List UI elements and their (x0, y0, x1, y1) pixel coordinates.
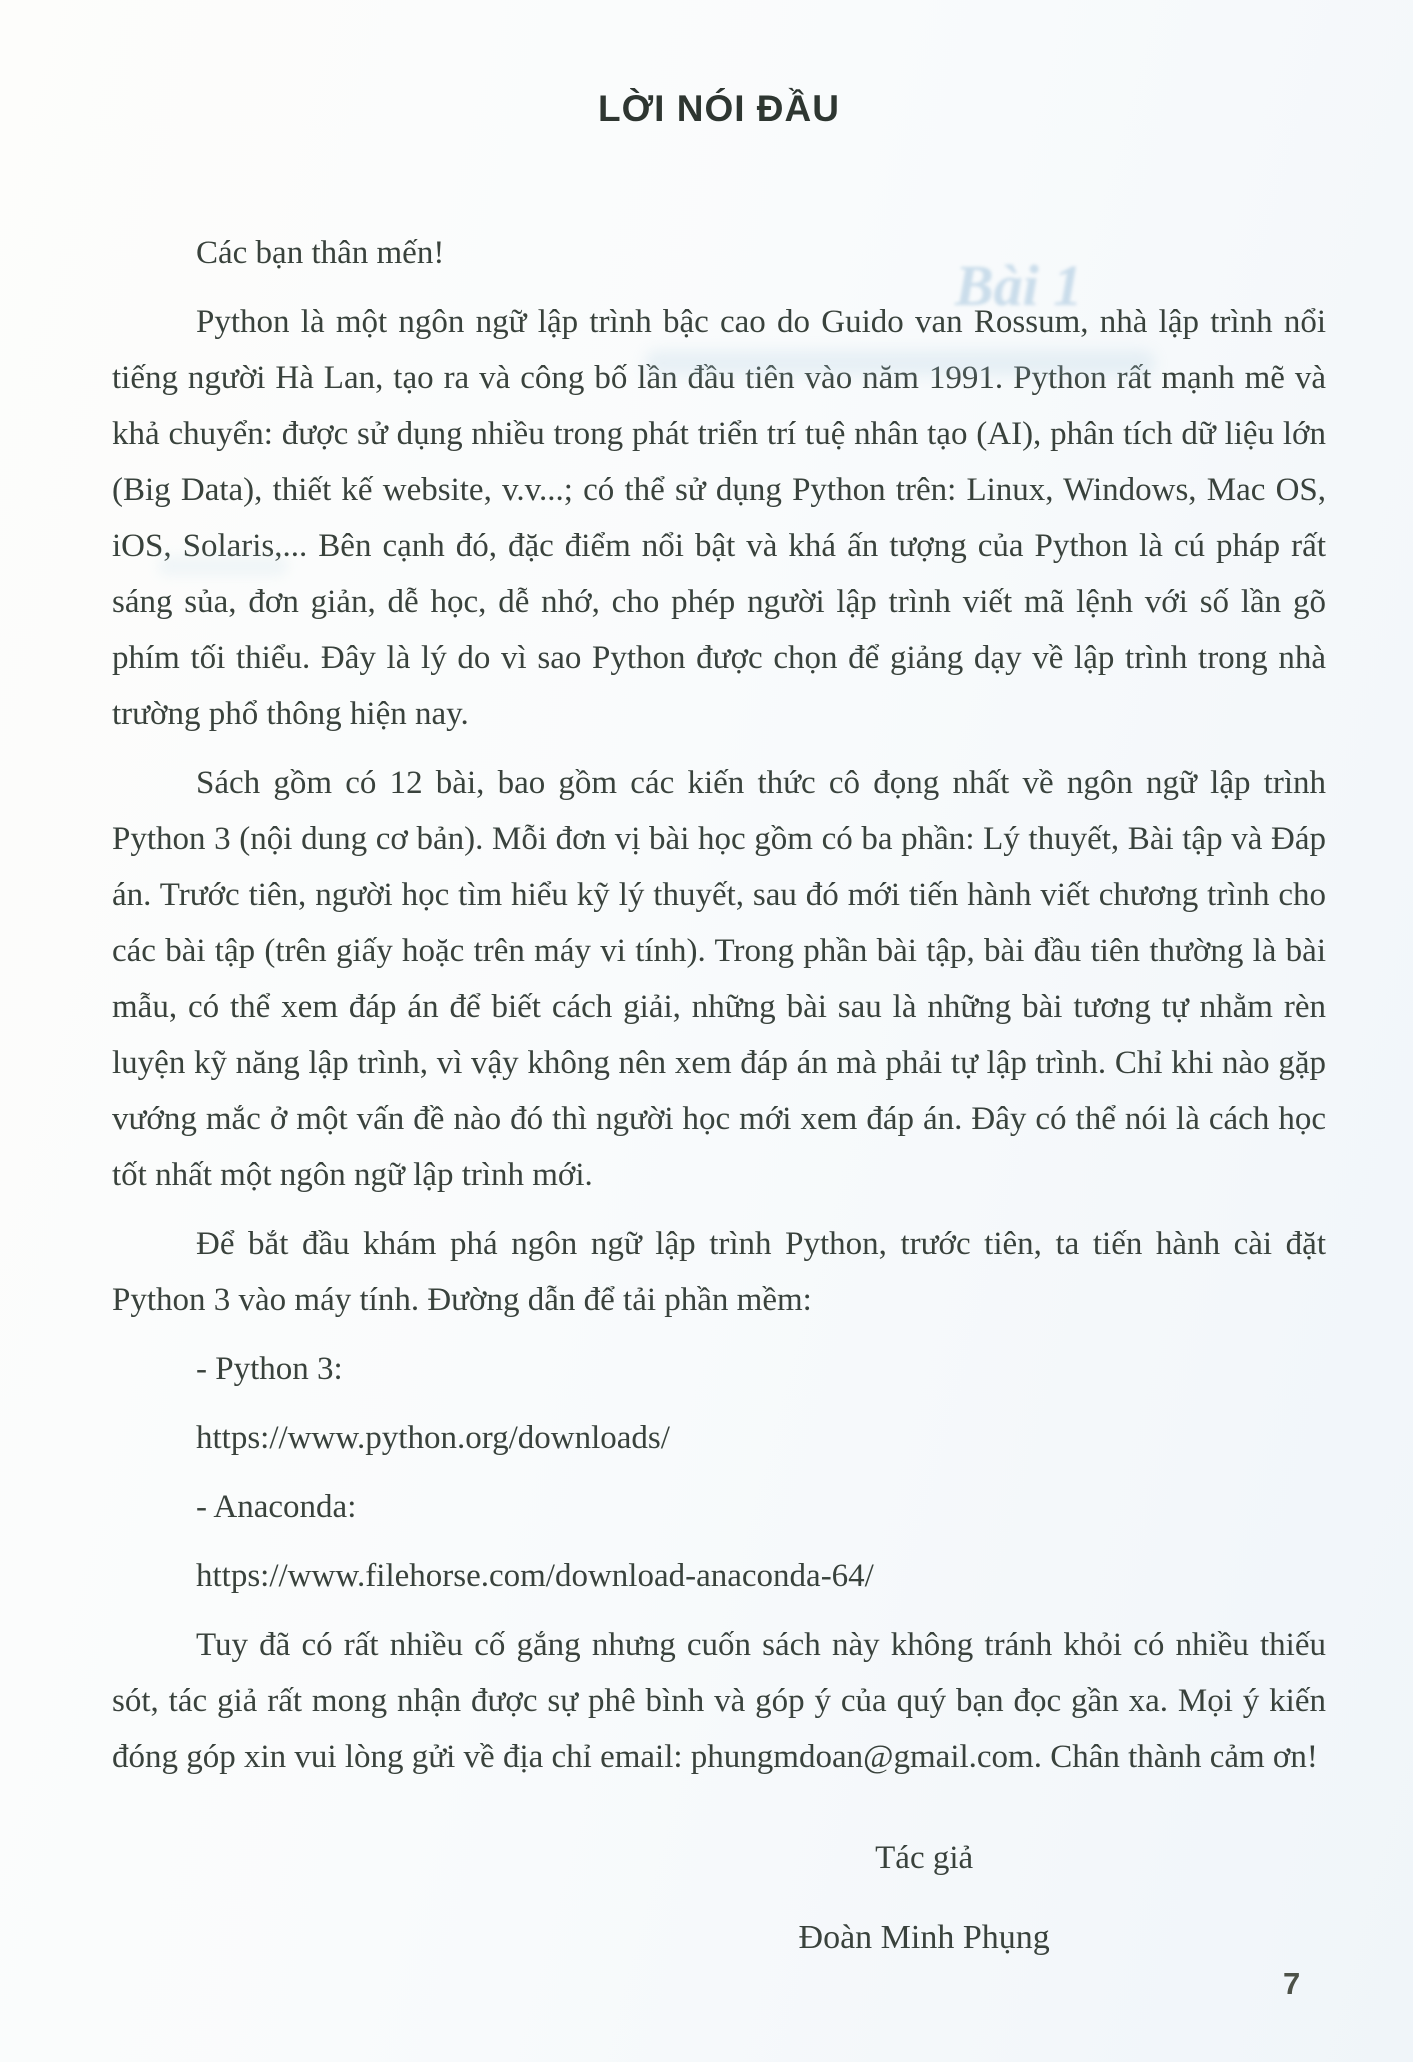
signature-author-name: Đoàn Minh Phụng (798, 1919, 1050, 1956)
page-number: 7 (1283, 1966, 1301, 2001)
signature-block (681, 1830, 1167, 1966)
paragraph-closing: Tuy đã có rất nhiều cố gắng nhưng cuốn sách này không tránh khỏi có nhiều thiếu sót, tác giả rất mong nhận được sự phê bình và góp ý của quý bạn đọc gần xa. Mọi ý kiến đóng góp xin vui lòng gửi về địa chỉ email: phungmdoan@gmail.com. Chân thành cảm ơn! (112, 1627, 1326, 1775)
page-title: LỜI NÓI ĐẦU (598, 88, 840, 129)
signature-role: Tác giả (875, 1840, 974, 1876)
paragraph-intro-python: Python là một ngôn ngữ lập trình bậc cao do Guido van Rossum, nhà lập trình nổi tiếng người Hà Lan, tạo ra và công bố lần đầu tiên vào năm 1991. Python rất mạnh mẽ và khả chuyển: được sử dụng nhiều trong phát triển trí tuệ nhân tạo (AI), phân tích dữ liệu lớn (Big Data), thiết kế website, v.v...; có thể sử dụng Python trên: Linux, Windows, Mac OS, iOS, Solaris,... Bên cạnh đó, đặc điểm nổi bật và khá ấn tượng của Python là cú pháp rất sáng sủa, đơn giản, dễ học, dễ nhớ, cho phép người lập trình viết mã lệnh với số lần gõ phím tối thiểu. Đây là lý do vì sao Python được chọn để giảng dạy về lập trình trong nhà trường phổ thông hiện nay. (112, 304, 1326, 732)
download-item-anaconda-label: - Anaconda: (196, 1489, 357, 1525)
download-url-python: https://www.python.org/downloads/ (196, 1420, 670, 1456)
greeting-line: Các bạn thân mến! (196, 235, 445, 271)
download-item-python-label: - Python 3: (196, 1351, 343, 1387)
bleed-through-text: Bài 1 (955, 253, 1083, 318)
page-body (112, 225, 1326, 1966)
download-url-anaconda: https://www.filehorse.com/download-anaconda-64/ (196, 1558, 874, 1594)
paragraph-book-structure: Sách gồm có 12 bài, bao gồm các kiến thức cô đọng nhất về ngôn ngữ lập trình Python 3 (nội dung cơ bản). Mỗi đơn vị bài học gồm có ba phần: Lý thuyết, Bài tập và Đáp án. Trước tiên, người học tìm hiểu kỹ lý thuyết, sau đó mới tiến hành viết chương trình cho các bài tập (trên giấy hoặc trên máy vi tính). Trong phần bài tập, bài đầu tiên thường là bài mẫu, có thể xem đáp án để biết cách giải, những bài sau là những bài tương tự nhằm rèn luyện kỹ năng lập trình, vì vậy không nên xem đáp án mà phải tự lập trình. Chỉ khi nào gặp vướng mắc ở một vấn đề nào đó thì người học mới xem đáp án. Đây có thể nói là cách học tốt nhất một ngôn ngữ lập trình mới. (112, 765, 1326, 1193)
paragraph-install-intro: Để bắt đầu khám phá ngôn ngữ lập trình Python, trước tiên, ta tiến hành cài đặt Python 3 vào máy tính. Đường dẫn để tải phần mềm: (112, 1226, 1326, 1318)
